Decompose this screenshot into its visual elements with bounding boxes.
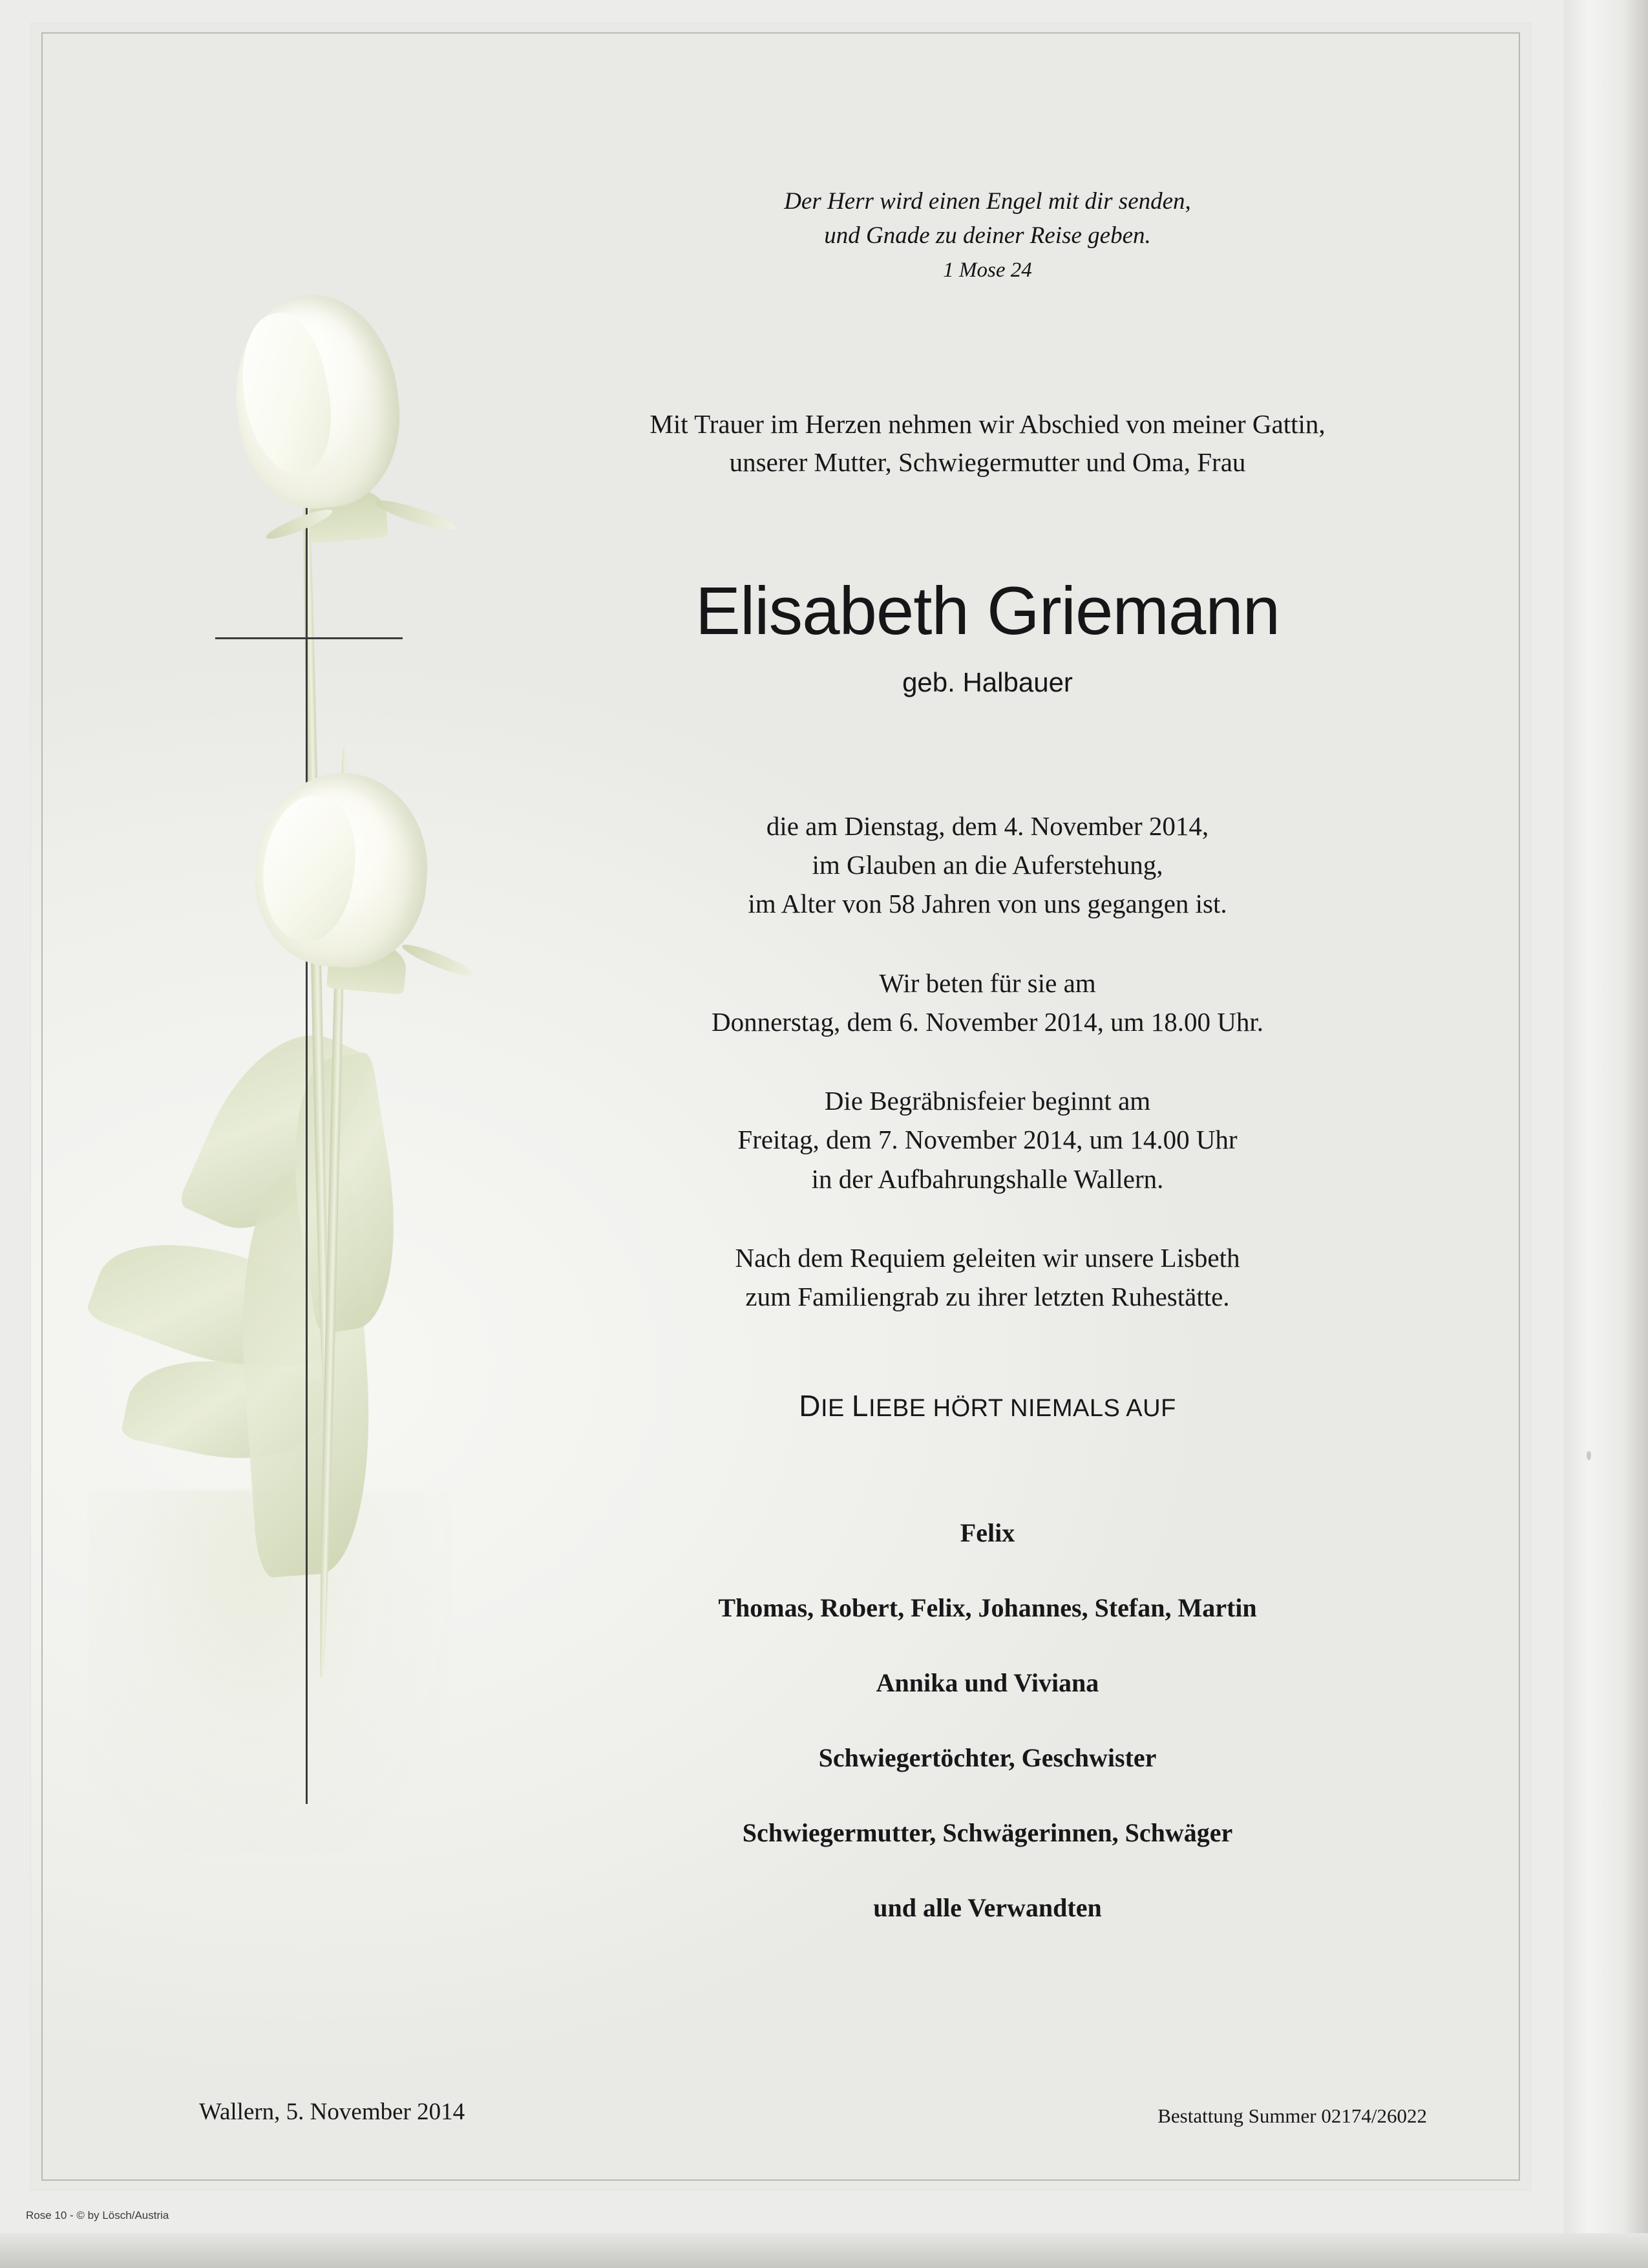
death-details <box>483 807 1492 924</box>
memorial-card <box>31 23 1530 2190</box>
card-text-column <box>483 23 1492 1921</box>
prayer-line-1: Wir beten für sie am <box>879 968 1096 998</box>
bible-verse <box>483 185 1492 286</box>
cross-icon <box>306 453 308 1804</box>
family-line: Schwiegertöchter, Geschwister <box>818 1743 1157 1773</box>
funeral-line-1: Die Begräbnisfeier beginnt am <box>824 1086 1151 1116</box>
funeral-line-2: Freitag, dem 7. November 2014, um 14.00 Uhr <box>737 1125 1238 1155</box>
verse-reference: 1 Mose 24 <box>943 259 1032 282</box>
cross-icon <box>215 637 403 639</box>
paper-speck <box>1587 1451 1591 1460</box>
death-line-3: im Alter von 58 Jahren von uns gegangen ist. <box>748 889 1227 919</box>
motto-initial-d: D <box>799 1389 821 1423</box>
rose-sepal <box>400 940 477 980</box>
rose-cross-artwork <box>50 295 529 1949</box>
funeral-details <box>483 1081 1492 1198</box>
memorial-motto <box>483 1388 1492 1423</box>
prayer-line-2: Donnerstag, dem 6. November 2014, um 18.00 Uhr. <box>711 1006 1264 1037</box>
motto-die-rest: IE <box>820 1395 845 1423</box>
family-line: Felix <box>960 1518 1015 1548</box>
prayer-details <box>483 964 1492 1042</box>
deceased-name: Elisabeth Griemann <box>695 573 1280 649</box>
verse-line-1: Der Herr wird einen Engel mit dir senden, <box>784 188 1191 215</box>
deceased-maiden-name: geb. Halbauer <box>902 666 1073 697</box>
family-list <box>483 1520 1492 1921</box>
family-line: und alle Verwandten <box>873 1893 1102 1923</box>
death-line-2: im Glauben an die Auferstehung, <box>812 850 1163 880</box>
scan-edge-bottom <box>0 2233 1648 2268</box>
announcement-intro <box>483 405 1492 482</box>
artwork-credit: Rose 10 - © by Lösch/Austria <box>26 2209 169 2221</box>
motto-liebe-rest: IEBE <box>869 1395 926 1423</box>
family-line: Annika und Viviana <box>876 1668 1099 1698</box>
motto-rest: HÖRT NIEMALS AUF <box>933 1395 1176 1423</box>
intro-line-2: unserer Mutter, Schwiegermutter und Oma, Frau <box>729 447 1246 478</box>
funeral-line-3: in der Aufbahrungshalle Wallern. <box>811 1163 1164 1194</box>
family-line: Thomas, Robert, Felix, Johannes, Stefan, Martin <box>718 1593 1257 1623</box>
motto-initial-l: L <box>851 1389 869 1423</box>
burial-details <box>483 1238 1492 1317</box>
place-and-date: Wallern, 5. November 2014 <box>199 2099 465 2125</box>
death-line-1: die am Dienstag, dem 4. November 2014, <box>766 811 1209 841</box>
burial-line-1: Nach dem Requiem geleiten wir unsere Lisbeth <box>735 1242 1240 1273</box>
intro-line-1: Mit Trauer im Herzen nehmen wir Abschied von meiner Gattin, <box>650 408 1326 439</box>
burial-line-2: zum Familiengrab zu ihrer letzten Ruhestätte. <box>745 1282 1230 1312</box>
family-line: Schwiegermutter, Schwägerinnen, Schwäger <box>742 1818 1233 1848</box>
undertaker-info: Bestattung Summer 02174/26022 <box>1157 2104 1427 2127</box>
verse-line-2: und Gnade zu deiner Reise geben. <box>824 222 1151 249</box>
scan-edge-right <box>1564 0 1648 2268</box>
